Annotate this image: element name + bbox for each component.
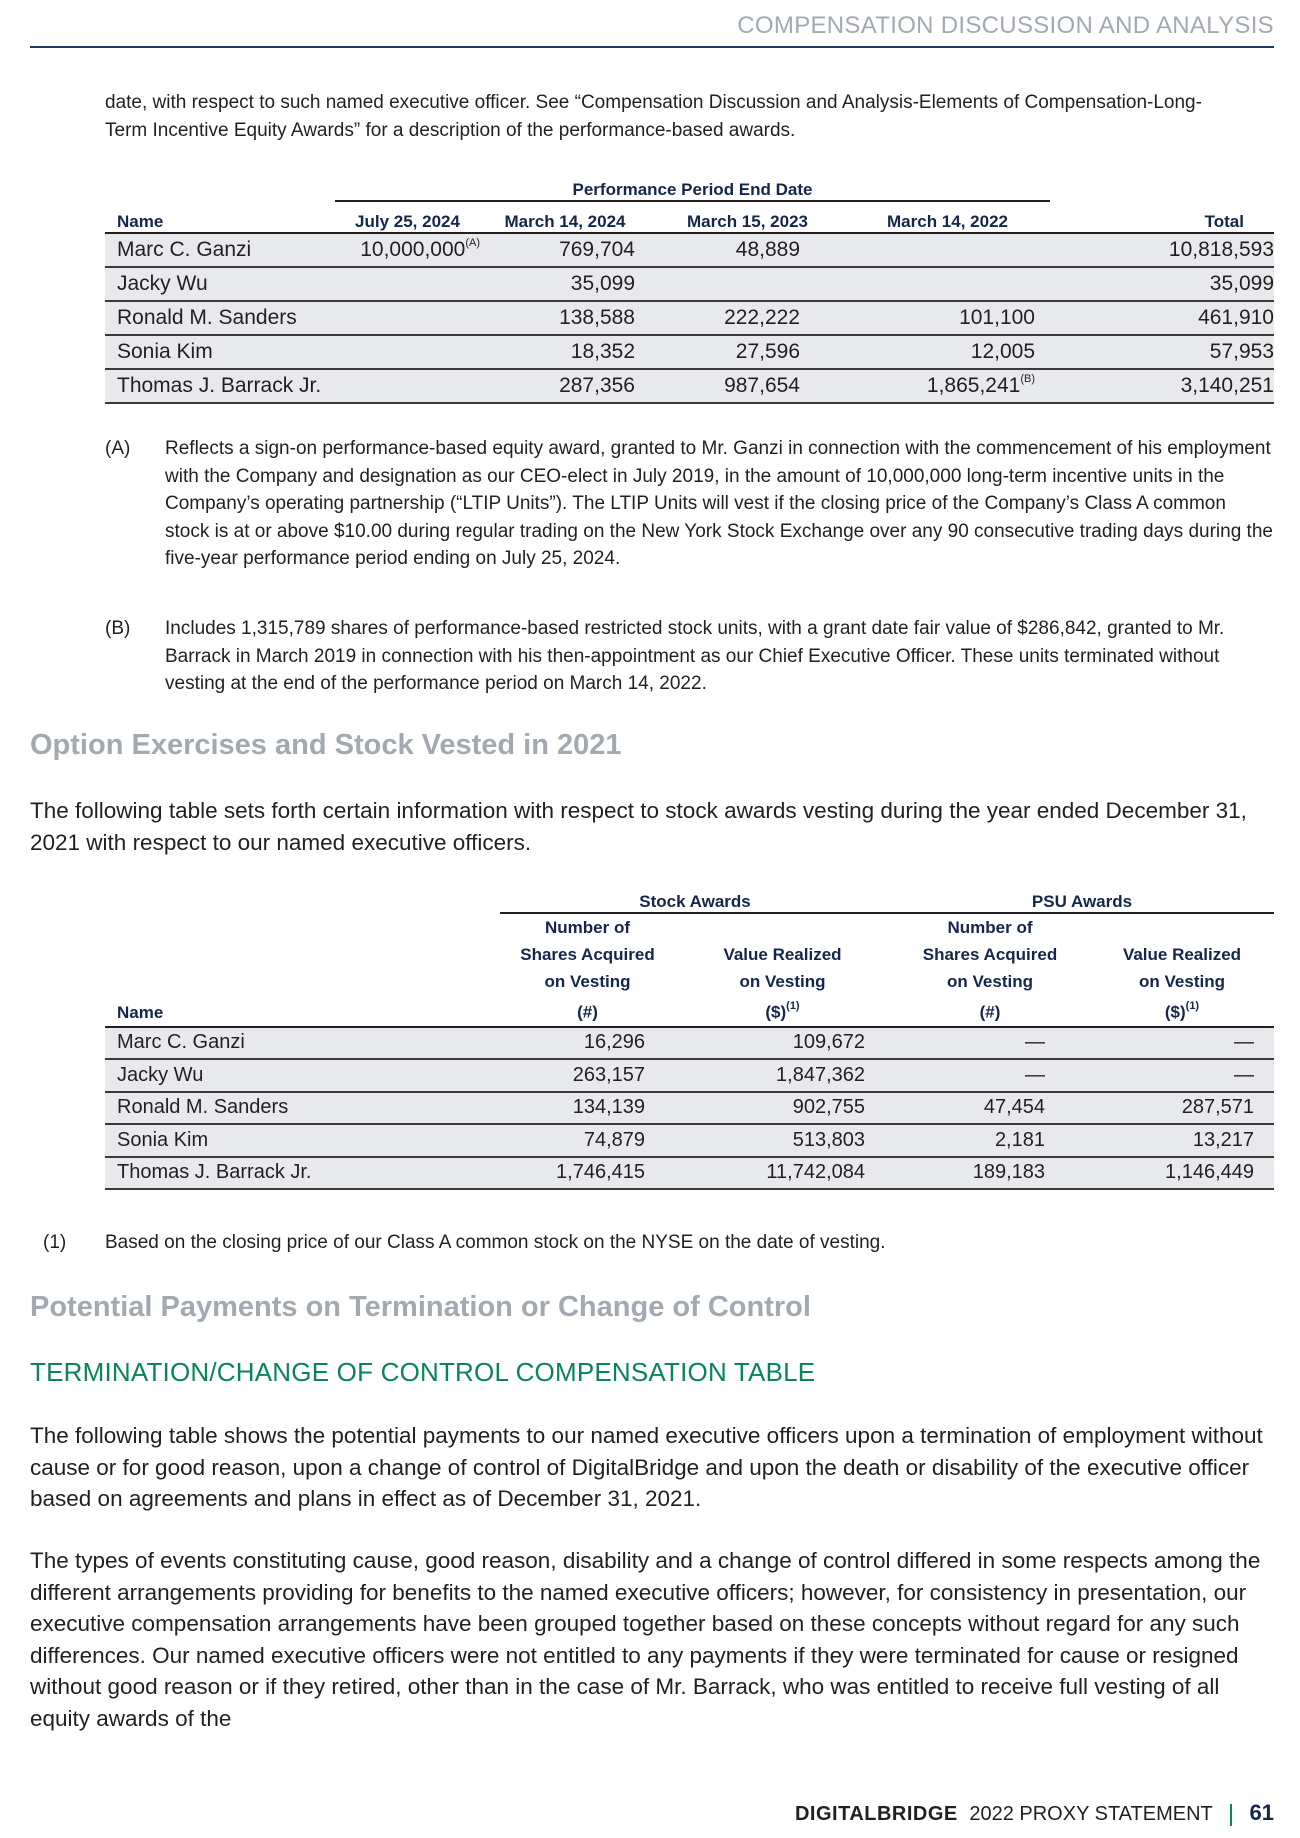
header-line: ($) xyxy=(1164,1002,1186,1022)
cell-value: 101,100 xyxy=(959,306,1035,329)
footnote-b xyxy=(105,615,1275,698)
cell-value: 513,803 xyxy=(675,1124,890,1157)
footer-brand: DIGITALBRIDGE xyxy=(794,1803,958,1825)
header-line: ($) xyxy=(765,1002,787,1022)
cell-name: Thomas J. Barrack Jr. xyxy=(105,369,335,403)
footnote-1 xyxy=(43,1232,886,1254)
col-march-14-2022: March 14, 2022 xyxy=(845,201,1050,233)
cell-value: 134,139 xyxy=(500,1092,675,1125)
intro-paragraph: date, with respect to such named executive officer. See “Compensation Discussion and Analysis-Elements of Compensation-Long-Term Incentive Equity Awards” for a description of the performance-based awards. xyxy=(105,92,1202,141)
cell-name: Marc C. Ganzi xyxy=(105,233,335,267)
footnote-a xyxy=(105,435,1275,573)
cell-value: — xyxy=(1090,1059,1274,1092)
cell-value: 769,704 xyxy=(480,233,650,267)
table-row xyxy=(105,233,1274,267)
cell-name: Sonia Kim xyxy=(105,335,335,369)
cell-name: Jacky Wu xyxy=(105,267,335,301)
section-title: COMPENSATION DISCUSSION AND ANALYSIS xyxy=(737,12,1274,39)
cell-value: 138,588 xyxy=(480,301,650,335)
group-header-performance-period: Performance Period End Date xyxy=(335,172,1050,201)
page-header xyxy=(30,0,1274,48)
footnote-mark: (A) xyxy=(105,438,131,459)
col-total: Total xyxy=(1050,201,1274,233)
cell-value: 11,742,084 xyxy=(675,1157,890,1190)
col-march-14-2024: March 14, 2024 xyxy=(480,201,650,233)
heading-potential-payments: Potential Payments on Termination or Change of Control xyxy=(30,1291,811,1323)
page-footer xyxy=(795,1800,1274,1826)
cell-value: 287,356 xyxy=(480,369,650,403)
header-line: (#) xyxy=(577,1002,598,1022)
stock-vested-table xyxy=(105,884,1274,1190)
header-line: on Vesting xyxy=(739,972,826,991)
header-line: Value Realized xyxy=(723,945,842,964)
header-line: (#) xyxy=(979,1002,1001,1022)
cell-value: 189,183 xyxy=(890,1157,1090,1190)
potential-payments-paragraph-2: The types of events constituting cause, good reason, disability and a change of control differed in some respects among the different arrangements providing for benefits to the named executive officers; however, for consistency in presentation, our executive compensation arrangements have been grouped together based on these concepts without regard for any such differences. Our named executive officers were not entitled to any payments if they were terminated for cause or resigned without good reason or if they retired, other than in the case of Mr. Barrack, who was entitled to receive full vesting of all equity awards of the xyxy=(30,1548,1261,1731)
header-line: Shares Acquired xyxy=(520,945,655,964)
footnote-ref-a: (A) xyxy=(465,237,480,249)
table-row xyxy=(105,1059,1274,1092)
col-stock-shares-acquired xyxy=(500,913,675,1027)
table-row xyxy=(105,1027,1274,1060)
table-row xyxy=(105,335,1274,369)
col-psu-value-realized xyxy=(1090,913,1274,1027)
cell-value: 1,865,241 xyxy=(926,374,1021,397)
performance-period-table xyxy=(105,172,1274,404)
footnote-text: Includes 1,315,789 shares of performance-based restricted stock units, with a grant date fair value of $286,842, granted to Mr. Barrack in March 2019 in connection with his then-appointment as our Chief Executive Officer. These units terminated without vesting at the end of the performance period on March 14, 2022. xyxy=(165,618,1225,694)
cell-value: — xyxy=(890,1027,1090,1060)
col-stock-value-realized xyxy=(675,913,890,1027)
footnote-ref-1: (1) xyxy=(786,1000,800,1012)
cell-value: 1,146,449 xyxy=(1090,1157,1274,1190)
cell-value: 18,352 xyxy=(480,335,650,369)
potential-payments-paragraph-1: The following table shows the potential payments to our named executive officers upon a termination of employment without cause or for good reason, upon a change of control of DigitalBridge and upon the death or disability of the executive officer based on agreements and plans in effect as of December 31, 2021. xyxy=(30,1423,1263,1511)
cell-name: Sonia Kim xyxy=(105,1124,500,1157)
header-line: on Vesting xyxy=(1139,972,1225,991)
header-line: on Vesting xyxy=(544,972,631,991)
cell-value: 263,157 xyxy=(500,1059,675,1092)
table-row xyxy=(105,369,1274,403)
cell-value: 16,296 xyxy=(500,1027,675,1060)
option-exercises-paragraph: The following table sets forth certain information with respect to stock awards vesting during the year ended December 31, 2021 with respect to our named executive officers. xyxy=(30,798,1247,855)
cell-value: 13,217 xyxy=(1090,1124,1274,1157)
cell-total: 10,818,593 xyxy=(1050,233,1274,267)
col-name: Name xyxy=(105,201,335,233)
cell-total: 461,910 xyxy=(1050,301,1274,335)
cell-value: 74,879 xyxy=(500,1124,675,1157)
col-name: Name xyxy=(105,913,500,1027)
heading-option-exercises: Option Exercises and Stock Vested in 2021 xyxy=(30,729,622,761)
group-header-psu-awards: PSU Awards xyxy=(890,884,1274,913)
cell-value: 222,222 xyxy=(650,301,845,335)
group-header-stock-awards: Stock Awards xyxy=(500,884,890,913)
cell-value: 1,847,362 xyxy=(675,1059,890,1092)
col-july-25-2024: July 25, 2024 xyxy=(335,201,480,233)
cell-name: Ronald M. Sanders xyxy=(105,1092,500,1125)
cell-name: Thomas J. Barrack Jr. xyxy=(105,1157,500,1190)
footnote-ref-b: (B) xyxy=(1020,373,1035,385)
header-line: Value Realized xyxy=(1122,945,1242,964)
col-psu-shares-acquired xyxy=(890,913,1090,1027)
table-row xyxy=(105,1092,1274,1125)
cell-value: 10,000,000 xyxy=(360,238,466,261)
cell-value: 2,181 xyxy=(890,1124,1090,1157)
cell-value: 47,454 xyxy=(890,1092,1090,1125)
cell-value: 48,889 xyxy=(650,233,845,267)
cell-name: Jacky Wu xyxy=(105,1059,500,1092)
footnote-mark: (1) xyxy=(43,1232,67,1253)
cell-name: Ronald M. Sanders xyxy=(105,301,335,335)
cell-value: 987,654 xyxy=(650,369,845,403)
subheading-termination-table: TERMINATION/CHANGE OF CONTROL COMPENSATION TABLE xyxy=(30,1357,816,1387)
footnote-ref-1: (1) xyxy=(1185,1000,1200,1012)
cell-value xyxy=(650,267,845,301)
cell-value: 12,005 xyxy=(970,340,1035,363)
footer-separator xyxy=(1230,1804,1232,1826)
page-number: 61 xyxy=(1249,1800,1274,1825)
cell-value: — xyxy=(890,1059,1090,1092)
cell-total: 57,953 xyxy=(1050,335,1274,369)
footnote-mark: (B) xyxy=(105,618,131,639)
header-line: Shares Acquired xyxy=(922,945,1058,964)
cell-value: 27,596 xyxy=(650,335,845,369)
table-row xyxy=(105,1157,1274,1190)
footnote-text: Based on the closing price of our Class A common stock on the NYSE on the date of vesting. xyxy=(105,1232,886,1253)
cell-total: 3,140,251 xyxy=(1050,369,1274,403)
footnote-text: Reflects a sign-on performance-based equity award, granted to Mr. Ganzi in connection with the commencement of his employment with the Company and designation as our CEO-elect in July 2019, in the amount of 10,000,000 long-term incentive units in the Company’s operating partnership (“LTIP Units”). The LTIP Units will vest if the closing price of the Company’s Class A common stock is at or above $10.00 during regular trading on the New York Stock Exchange over any 90 consecutive trading days during the five-year performance period ending on July 25, 2024. xyxy=(165,438,1273,569)
cell-value: 902,755 xyxy=(675,1092,890,1125)
header-line: Number of xyxy=(545,918,630,937)
header-line: on Vesting xyxy=(947,972,1033,991)
table-row xyxy=(105,301,1274,335)
cell-value: 35,099 xyxy=(480,267,650,301)
cell-name: Marc C. Ganzi xyxy=(105,1027,500,1060)
cell-value: 1,746,415 xyxy=(500,1157,675,1190)
table-row xyxy=(105,1124,1274,1157)
cell-value: 287,571 xyxy=(1090,1092,1274,1125)
table-row xyxy=(105,267,1274,301)
footer-doc-title: 2022 PROXY STATEMENT xyxy=(969,1803,1213,1825)
col-march-15-2023: March 15, 2023 xyxy=(650,201,845,233)
header-line: Number of xyxy=(947,918,1033,937)
cell-total: 35,099 xyxy=(1050,267,1274,301)
cell-value: 109,672 xyxy=(675,1027,890,1060)
cell-value: — xyxy=(1090,1027,1274,1060)
